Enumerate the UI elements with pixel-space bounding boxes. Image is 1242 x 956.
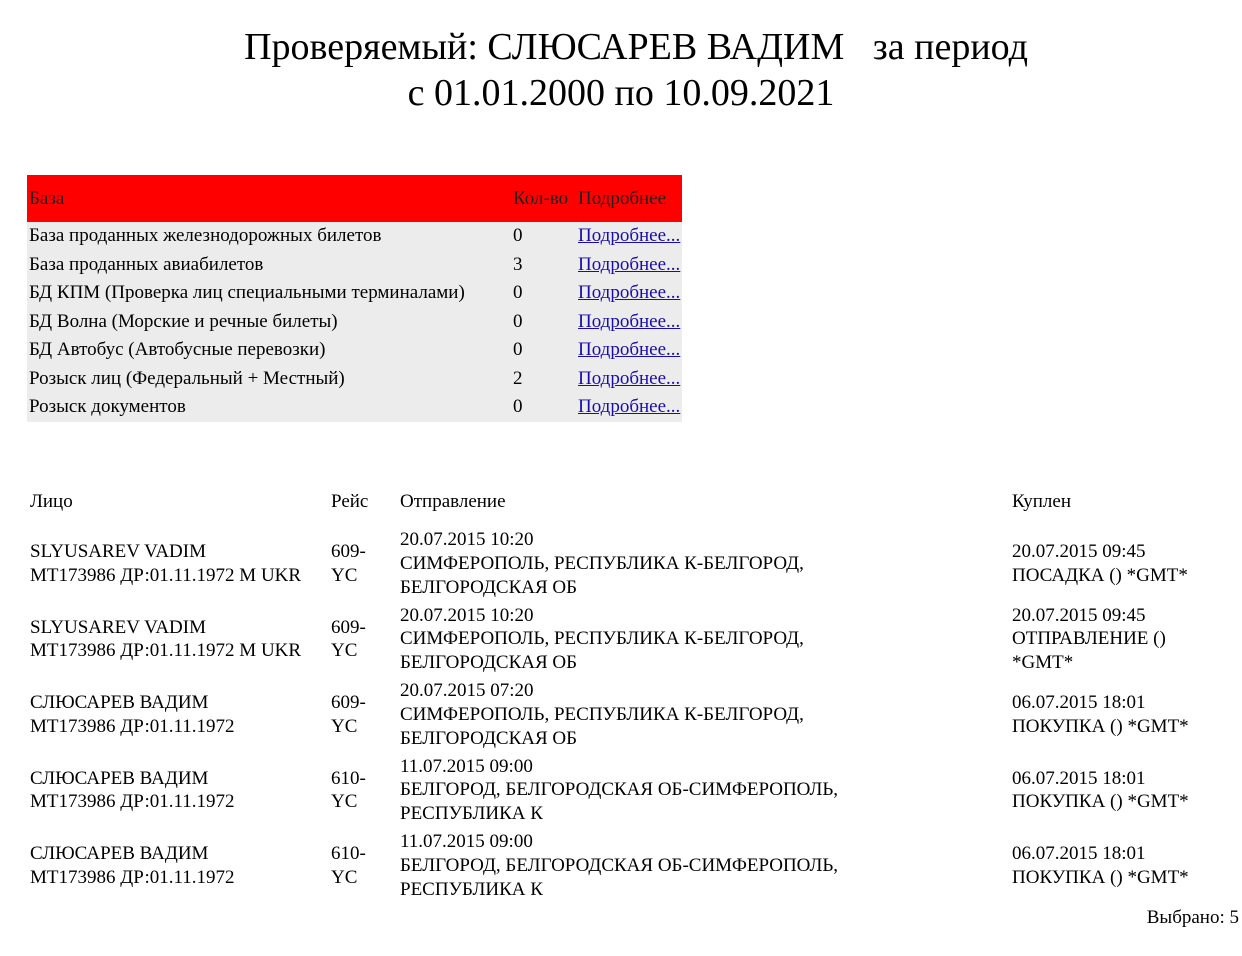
person-line: MT173986 ДР:01.11.1972 M UKR (30, 640, 302, 662)
bases-row (27, 393, 682, 422)
cell-purchased (1012, 828, 1237, 904)
base-details-cell (576, 365, 682, 394)
purchased-line: ПОКУПКА () *GMT* (1012, 866, 1189, 888)
details-link[interactable]: Подробнее... (578, 225, 681, 247)
purchased-line: *GMT* (1012, 652, 1074, 674)
person-line: SLYUSAREV VADIM (30, 616, 207, 638)
base-name: Розыск лиц (Федеральный + Местный) (27, 365, 511, 394)
header-details: Подробнее (576, 175, 682, 222)
departure-line: БЕЛГОРОДСКАЯ ОБ (400, 576, 578, 598)
person-line: SLYUSAREV VADIM (30, 541, 207, 563)
base-name: База проданных железнодорожных билетов (27, 222, 511, 251)
base-name: БД Автобус (Автобусные перевозки) (27, 336, 511, 365)
departure-line: РЕСПУБЛИКА К (400, 803, 543, 825)
cell-purchased (1012, 602, 1237, 678)
purchased-line: ПОКУПКА () *GMT* (1012, 791, 1189, 813)
base-count: 2 (511, 365, 576, 394)
details-link[interactable]: Подробнее... (578, 367, 681, 389)
flight-row (0, 828, 1242, 904)
purchased-line: 06.07.2015 18:01 (1012, 692, 1146, 714)
departure-line: 11.07.2015 09:00 (400, 831, 533, 853)
person-line: СЛЮСАРЕВ ВАДИМ (30, 692, 209, 714)
flight-row (0, 753, 1242, 829)
cell-purchased (1012, 753, 1237, 829)
details-link[interactable]: Подробнее... (578, 253, 681, 275)
details-link[interactable]: Подробнее... (578, 396, 681, 418)
cell-purchased (1012, 677, 1237, 753)
header-flight: Рейс (331, 491, 369, 512)
flight-line: 609- (331, 541, 366, 563)
base-details-cell (576, 279, 682, 308)
cell-departure (400, 677, 1000, 753)
departure-line: БЕЛГОРОД, БЕЛГОРОДСКАЯ ОБ-СИМФЕРОПОЛЬ, (400, 854, 839, 876)
flight-row (0, 602, 1242, 678)
cell-person (30, 677, 330, 753)
cell-flight (331, 526, 391, 602)
bases-row (27, 251, 682, 280)
purchased-line: 20.07.2015 09:45 (1012, 604, 1146, 626)
base-name: База проданных авиабилетов (27, 251, 511, 280)
flight-line: 609- (331, 692, 366, 714)
base-details-cell (576, 336, 682, 365)
base-count: 0 (511, 336, 576, 365)
base-name: БД Волна (Морские и речные билеты) (27, 308, 511, 337)
cell-departure (400, 526, 1000, 602)
title-subject: Проверяемый: СЛЮСАРЕВ ВАДИМ за период (244, 26, 1028, 68)
cell-flight (331, 677, 391, 753)
cell-purchased (1012, 526, 1237, 602)
person-line: СЛЮСАРЕВ ВАДИМ (30, 767, 209, 789)
flight-line: YC (331, 640, 358, 662)
base-details-cell (576, 251, 682, 280)
departure-line: БЕЛГОРОДСКАЯ ОБ (400, 727, 578, 749)
header-base: База (27, 175, 511, 222)
person-line: MT173986 ДР:01.11.1972 (30, 791, 235, 813)
header-person: Лицо (30, 491, 73, 512)
departure-line: СИМФЕРОПОЛЬ, РЕСПУБЛИКА К-БЕЛГОРОД, (400, 703, 804, 725)
purchased-line: ПОСАДКА () *GMT* (1012, 564, 1188, 586)
base-count: 3 (511, 251, 576, 280)
cell-person (30, 602, 330, 678)
base-details-cell (576, 393, 682, 422)
header-count: Кол-во (511, 175, 576, 222)
bases-row (27, 365, 682, 394)
bases-table (27, 175, 682, 422)
base-count: 0 (511, 279, 576, 308)
flight-line: 609- (331, 616, 366, 638)
cell-person (30, 526, 330, 602)
bases-row (27, 336, 682, 365)
cell-departure (400, 602, 1000, 678)
base-details-cell (576, 222, 682, 251)
details-link[interactable]: Подробнее... (578, 282, 681, 304)
base-details-cell (576, 308, 682, 337)
bases-header-row (27, 175, 682, 222)
departure-line: БЕЛГОРОДСКАЯ ОБ (400, 652, 578, 674)
header-purchased: Куплен (1012, 491, 1071, 512)
base-name: БД КПМ (Проверка лиц специальными терминалами) (27, 279, 511, 308)
details-link[interactable]: Подробнее... (578, 339, 681, 361)
departure-line: СИМФЕРОПОЛЬ, РЕСПУБЛИКА К-БЕЛГОРОД, (400, 552, 804, 574)
cell-flight (331, 828, 391, 904)
departure-line: 11.07.2015 09:00 (400, 755, 533, 777)
purchased-line: ПОКУПКА () *GMT* (1012, 715, 1189, 737)
person-line: MT173986 ДР:01.11.1972 M UKR (30, 564, 302, 586)
base-name: Розыск документов (27, 393, 511, 422)
header-departure: Отправление (400, 491, 506, 512)
cell-flight (331, 602, 391, 678)
bases-row (27, 222, 682, 251)
flight-line: 610- (331, 843, 366, 865)
details-link[interactable]: Подробнее... (578, 310, 681, 332)
base-count: 0 (511, 222, 576, 251)
bases-row (27, 308, 682, 337)
flight-line: YC (331, 715, 358, 737)
cell-person (30, 753, 330, 829)
purchased-line: 06.07.2015 18:01 (1012, 767, 1146, 789)
purchased-line: ОТПРАВЛЕНИЕ () (1012, 628, 1166, 650)
purchased-line: 20.07.2015 09:45 (1012, 541, 1146, 563)
flight-row (0, 677, 1242, 753)
departure-line: БЕЛГОРОД, БЕЛГОРОДСКАЯ ОБ-СИМФЕРОПОЛЬ, (400, 779, 839, 801)
person-line: СЛЮСАРЕВ ВАДИМ (30, 843, 209, 865)
departure-line: 20.07.2015 07:20 (400, 680, 534, 702)
cell-flight (331, 753, 391, 829)
title-period: с 01.01.2000 по 10.09.2021 (407, 72, 835, 114)
purchased-line: 06.07.2015 18:01 (1012, 843, 1146, 865)
page-title (0, 24, 1242, 116)
flight-line: YC (331, 791, 358, 813)
flight-row (0, 526, 1242, 602)
base-count: 0 (511, 393, 576, 422)
departure-line: РЕСПУБЛИКА К (400, 878, 543, 900)
departure-line: СИМФЕРОПОЛЬ, РЕСПУБЛИКА К-БЕЛГОРОД, (400, 628, 804, 650)
person-line: MT173986 ДР:01.11.1972 (30, 866, 235, 888)
departure-line: 20.07.2015 10:20 (400, 604, 534, 626)
flight-line: YC (331, 866, 358, 888)
person-line: MT173986 ДР:01.11.1972 (30, 715, 235, 737)
departure-line: 20.07.2015 10:20 (400, 529, 534, 551)
flight-line: 610- (331, 767, 366, 789)
base-count: 0 (511, 308, 576, 337)
cell-person (30, 828, 330, 904)
flight-line: YC (331, 564, 358, 586)
selected-count: Выбрано: 5 (1146, 907, 1239, 928)
cell-departure (400, 753, 1000, 829)
cell-departure (400, 828, 1000, 904)
bases-row (27, 279, 682, 308)
